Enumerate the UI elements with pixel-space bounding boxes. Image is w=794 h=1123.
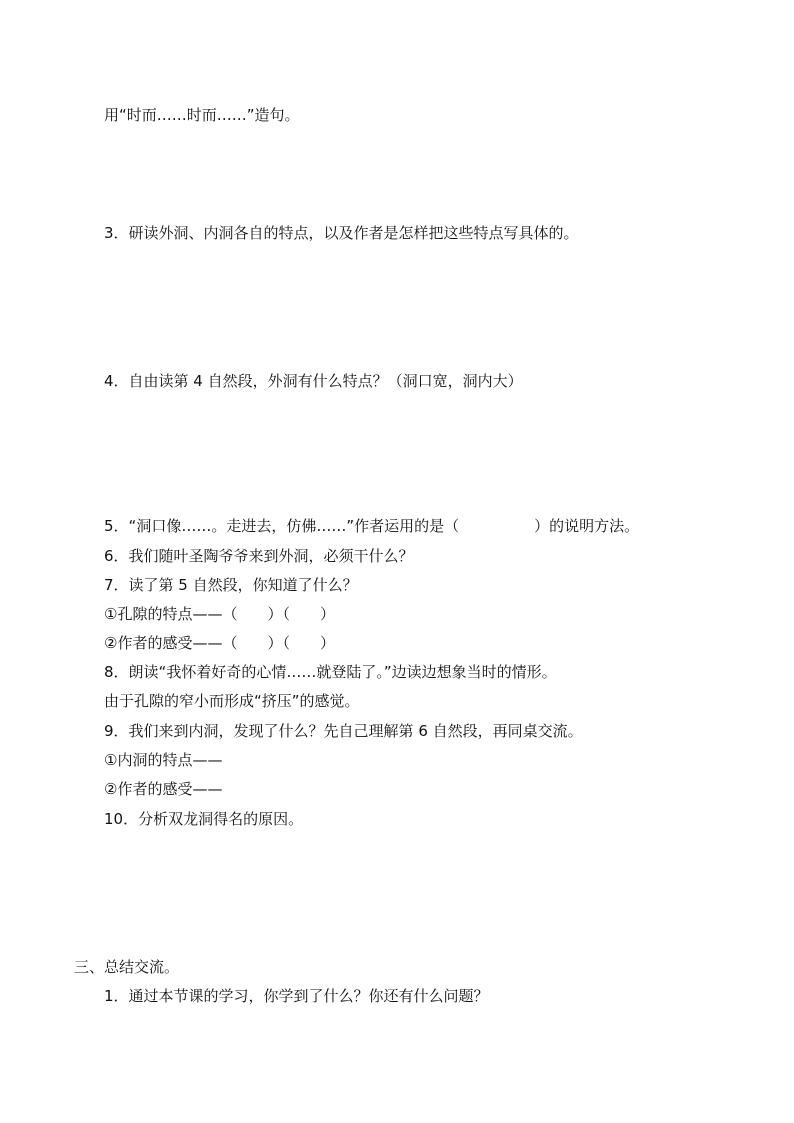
question-8: 8．朗读“我怀着好奇的心情……就登陆了。”边读边想象当时的情形。 — [104, 663, 557, 681]
question-9-item-1: ①内洞的特点—— — [104, 751, 223, 769]
question-10: 10．分析双龙洞得名的原因。 — [104, 810, 304, 828]
question-3: 3．研读外洞、内洞各自的特点，以及作者是怎样把这些特点写具体的。 — [104, 224, 579, 242]
question-5: 5．“洞口像……。走进去，仿佛……”作者运用的是（ ）的说明方法。 — [104, 517, 640, 535]
summary-question-1: 1．通过本节课的学习，你学到了什么？你还有什么问题？ — [104, 987, 489, 1005]
section-heading-summary: 三、总结交流。 — [74, 958, 180, 976]
question-7-item-1: ①孔隙的特点——（ ）（ ） — [104, 605, 335, 623]
question-6: 6．我们随叶圣陶爷爷来到外洞，必须干什么？ — [104, 547, 414, 565]
question-4: 4．自由读第 4 自然段，外洞有什么特点？（洞口宽，洞内大） — [104, 372, 523, 390]
question-7: 7．读了第 5 自然段，你知道了什么？ — [104, 576, 358, 594]
question-7-item-2: ②作者的感受——（ ）（ ） — [104, 634, 335, 652]
question-9: 9．我们来到内洞，发现了什么？先自己理解第 6 自然段，再同桌交流。 — [104, 722, 583, 740]
question-8-answer: 由于孔隙的窄小而形成“挤压”的感觉。 — [104, 692, 360, 710]
sentence-making-instruction: 用“时而……时而……”造句。 — [104, 106, 300, 124]
question-9-item-2: ②作者的感受—— — [104, 780, 223, 798]
